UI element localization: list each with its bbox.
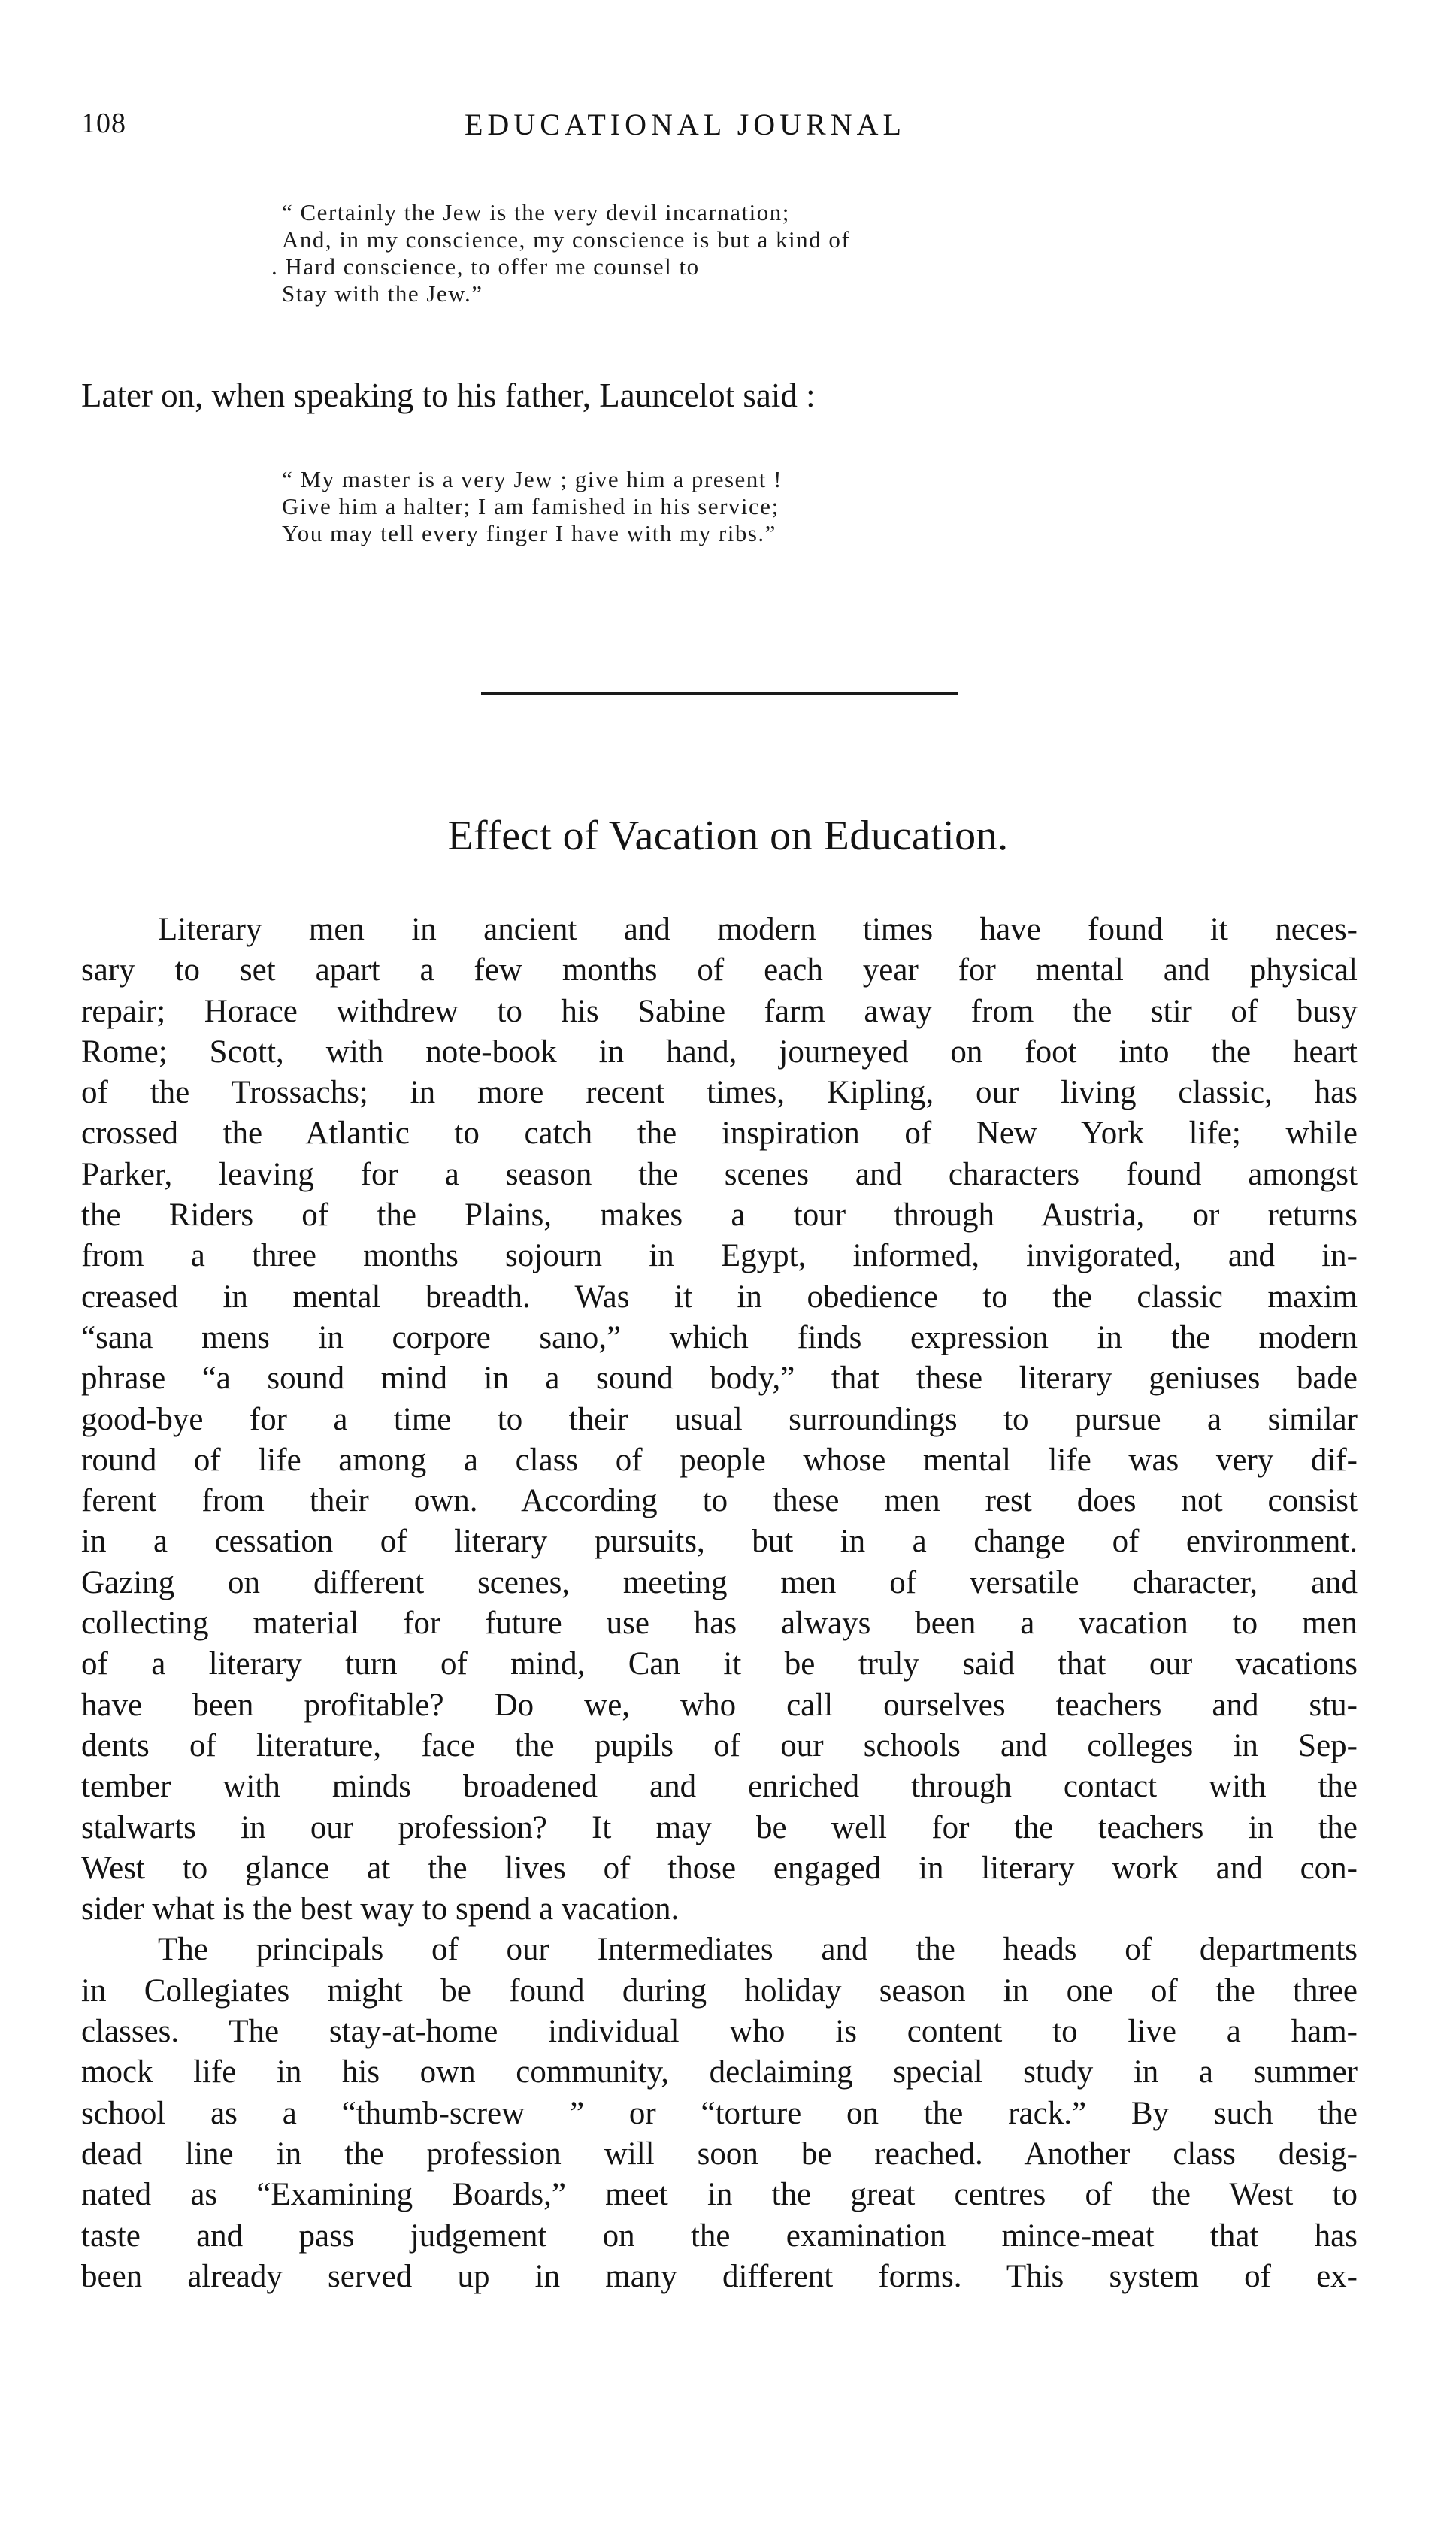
- body-line: Gazing on different scenes, meeting men of versatile character, and: [81, 1564, 1358, 1600]
- body-line: in a cessation of literary pursuits, but in a change of environment.: [81, 1524, 1358, 1560]
- body-line: have been profitable? Do we, who call ourselves teachers and stu-: [81, 1687, 1358, 1723]
- body-line: repair; Horace withdrew to his Sabine farm away from the stir of busy: [81, 993, 1358, 1029]
- body-line: stalwarts in our profession? It may be well for the teachers in the: [81, 1809, 1358, 1845]
- body-line: sary to set apart a few months of each year for mental and physical: [81, 952, 1358, 988]
- article-body: [81, 910, 1358, 2297]
- body-line: mock life in his own community, declaiming special study in a summer: [81, 2054, 1358, 2090]
- body-line: sider what is the best way to spend a vacation.: [81, 1891, 680, 1927]
- quote-line: Give him a halter; I am famished in his service;: [282, 493, 779, 519]
- body-line: Parker, leaving for a season the scenes and characters found amongst: [81, 1156, 1358, 1192]
- quote-line: . Hard conscience, to offer me counsel to: [271, 253, 700, 280]
- body-line: creased in mental breadth. Was it in obedience to the classic maxim: [81, 1279, 1358, 1315]
- body-line: school as a “thumb-screw ” or “torture on the rack.” By such the: [81, 2095, 1358, 2131]
- quote-line: You may tell every finger I have with my ribs.”: [282, 520, 776, 546]
- running-head: EDUCATIONAL JOURNAL: [465, 107, 906, 141]
- section-divider: [481, 692, 958, 695]
- body-line: West to glance at the lives of those engaged in literary work and con-: [81, 1850, 1358, 1886]
- body-line: “sana mens in corpore sano,” which finds expression in the modern: [81, 1319, 1358, 1355]
- quote-block-2: [282, 466, 782, 547]
- paragraph-2: [81, 1930, 1358, 2297]
- body-line: dead line in the profession will soon be reached. Another class desig-: [81, 2136, 1358, 2172]
- body-line: classes. The stay-at-home individual who is content to live a ham-: [81, 2014, 1358, 2050]
- body-line: crossed the Atlantic to catch the inspiration of New York life; while: [81, 1116, 1358, 1152]
- body-line: Literary men in ancient and modern times have found it neces-: [158, 912, 1358, 947]
- body-line: dents of literature, face the pupils of our schools and colleges in Sep-: [81, 1727, 1358, 1763]
- body-line: phrase “a sound mind in a sound body,” that these literary geniuses bade: [81, 1361, 1358, 1397]
- body-line: from a three months sojourn in Egypt, informed, invigorated, and in-: [81, 1238, 1358, 1274]
- paragraph-1: [81, 910, 1358, 1930]
- quote-line: “ My master is a very Jew ; give him a present !: [282, 466, 782, 492]
- page-header: [81, 107, 1359, 152]
- body-line: of a literary turn of mind, Can it be truly said that our vacations: [81, 1646, 1358, 1682]
- body-line: the Riders of the Plains, makes a tour through Austria, or returns: [81, 1197, 1358, 1234]
- body-line: taste and pass judgement on the examination mince-meat that has: [81, 2218, 1358, 2254]
- body-line: good-bye for a time to their usual surroundings to pursue a similar: [81, 1401, 1358, 1437]
- body-line: nated as “Examining Boards,” meet in the great centres of the West to: [81, 2177, 1358, 2213]
- quote-block-1: [271, 199, 851, 307]
- quote-line: Stay with the Jew.”: [282, 280, 483, 307]
- intro-line: Later on, when speaking to his father, Launcelot said :: [81, 377, 816, 414]
- body-line: round of life among a class of people whose mental life was very dif-: [81, 1442, 1358, 1478]
- article-title: Effect of Vacation on Education.: [447, 813, 1009, 859]
- body-line: of the Trossachs; in more recent times, Kipling, our living classic, has: [81, 1075, 1358, 1111]
- body-line: been already served up in many different forms. This system of ex-: [81, 2258, 1358, 2294]
- body-line: in Collegiates might be found during holiday season in one of the three: [81, 1972, 1358, 2009]
- body-line: collecting material for future use has always been a vacation to men: [81, 1606, 1358, 1642]
- quote-line: And, in my conscience, my conscience is but a kind of: [282, 226, 851, 253]
- quote-line: “ Certainly the Jew is the very devil incarnation;: [282, 199, 790, 226]
- body-line: The principals of our Intermediates and the heads of departments: [158, 1932, 1358, 1968]
- body-line: ferent from their own. According to these men rest does not consist: [81, 1483, 1358, 1519]
- body-line: Rome; Scott, with note-book in hand, journeyed on foot into the heart: [81, 1034, 1358, 1070]
- page-number: 108: [81, 107, 126, 139]
- body-line: tember with minds broadened and enriched through contact with the: [81, 1769, 1358, 1805]
